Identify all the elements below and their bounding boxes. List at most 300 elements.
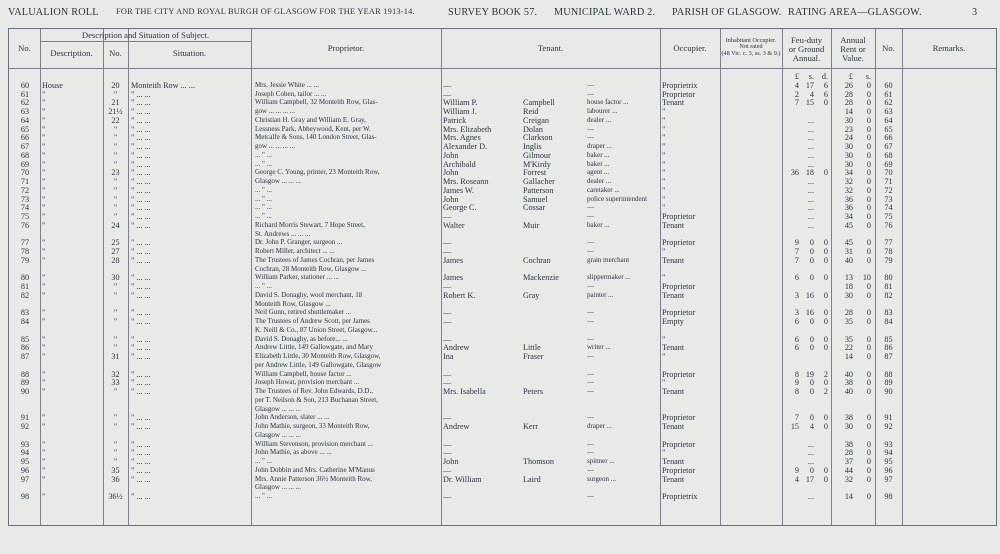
row-number: 66 [20, 133, 30, 143]
row-number: 60 [20, 80, 30, 90]
feu-pounds-cell: 15 [790, 422, 799, 431]
tenant-surname-cell: Patterson [523, 185, 554, 195]
col-header-tenant: Tenant. [537, 43, 564, 53]
feu-shillings-cell: 0 [809, 378, 814, 388]
tenant-occupation-cell: — [587, 282, 594, 290]
table-row [9, 98, 996, 107]
feu-pounds-cell: 6 [794, 334, 799, 344]
rent-shillings-cell: 0 [866, 422, 871, 431]
feu-line-3: Annual. [792, 53, 821, 63]
rent-shillings-cell: 0 [866, 185, 871, 195]
street-number-cell: " [113, 413, 118, 423]
proprietor-cell: Robert Miller, architect ... ... [255, 247, 335, 255]
tenant-surname-cell: Dolan [523, 124, 544, 134]
inhabitant-line-1: Inhabitant Occupier. [725, 37, 777, 44]
situation-cell: " ... ... [131, 133, 151, 143]
tenant-occupation-cell: — [587, 448, 594, 457]
description-cell: " [42, 343, 46, 353]
tenant-first-name-cell: Mrs. Agnes [443, 133, 481, 143]
proprietor-cell: Glasgow ... ... ... [255, 430, 301, 439]
col-header-remarks: Remarks. [932, 43, 966, 53]
description-cell: " [42, 159, 46, 169]
street-number-cell: 21 [111, 98, 120, 108]
col-header-situation: Situation. [172, 48, 207, 58]
rent-line-2: Rent or [840, 44, 866, 54]
proprietor-cell: Lessness Park, Abbeywood, Kent, per W. [255, 124, 371, 133]
rent-shillings-cell: 0 [866, 492, 871, 501]
situation-cell: " ... ... [131, 282, 151, 291]
row-number: 87 [20, 352, 30, 361]
street-number-cell: " [113, 282, 118, 291]
row-number-right: 82 [884, 290, 893, 300]
rent-pounds-cell: 30 [844, 159, 853, 169]
row-number-right: 85 [884, 334, 893, 344]
rent-pounds-cell: 38 [844, 439, 853, 449]
table-row [9, 492, 996, 501]
feu-shillings-cell: 0 [809, 334, 814, 344]
tenant-occupation-cell: — [587, 308, 594, 317]
description-cell: " [42, 282, 46, 291]
rent-shillings-cell: 0 [866, 98, 871, 108]
tenant-first-name-cell: — [443, 439, 452, 449]
row-number: 61 [20, 89, 30, 99]
row-number-right: 63 [884, 107, 893, 116]
description-cell: " [42, 150, 46, 160]
occupier-cell: Proprietor [662, 413, 696, 423]
row-number-right: 75 [884, 212, 893, 221]
tenant-occupation-cell: baker ... [587, 220, 610, 229]
row-number: 78 [20, 247, 30, 256]
rent-pounds-cell: 28 [844, 89, 853, 99]
col-header-annual-rent [831, 36, 875, 63]
situation-cell: " ... ... [131, 439, 151, 449]
proprietor-cell: The Trustees of Rev. John Edwards, D.D., [255, 387, 373, 395]
tenant-surname-cell: Fraser [523, 352, 544, 361]
feu-pounds-cell: 4 [794, 80, 799, 90]
tenant-surname-cell: Little [523, 343, 541, 353]
row-number-right: 93 [884, 439, 893, 449]
street-number-cell: " [113, 290, 118, 300]
row-number-right: 60 [884, 80, 893, 90]
occupier-cell: Tenant [662, 474, 685, 484]
street-number-cell: 27 [111, 247, 120, 256]
rent-pounds-cell: 35 [844, 317, 853, 326]
feu-line-2: or Ground [788, 44, 825, 54]
rent-shillings-cell: 0 [866, 439, 871, 449]
proprietor-cell: Mrs. Jessie White ... ... [255, 80, 319, 89]
row-number: 63 [20, 107, 30, 116]
col-header-occupier: Occupier. [673, 43, 707, 53]
occupier-cell: " [662, 115, 666, 125]
feu-pence-cell: 0 [823, 334, 828, 344]
feu-shillings-cell: 0 [809, 273, 814, 283]
row-number: 75 [20, 212, 30, 221]
tenant-occupation-cell: — [587, 124, 594, 133]
rent-pounds-cell: 30 [844, 422, 853, 431]
proprietor-cell: John Dobbin and Mrs. Catherine M'Manus [255, 465, 375, 474]
situation-cell: " ... ... [131, 334, 151, 344]
table-row [9, 300, 996, 309]
feu-shillings-cell: 0 [809, 247, 814, 256]
proprietor-cell: William Stevenson, provision merchant ... [255, 439, 373, 448]
proprietor-cell: The Trustees of James Cochran, per James [255, 255, 375, 264]
feu-shillings-cell: 19 [805, 369, 814, 379]
proprietor-cell: Andrew Little, 149 Gallowgate, and Mary [255, 343, 373, 352]
rent-shillings-cell: 0 [866, 387, 871, 396]
rent-pounds-cell: 26 [844, 80, 853, 90]
rent-shillings-cell: 0 [866, 107, 871, 116]
row-number-right: 84 [884, 317, 893, 326]
rent-shillings-cell: 0 [866, 220, 871, 230]
feu-pounds-cell: 6 [794, 273, 799, 283]
rent-pounds-cell: 44 [844, 465, 853, 475]
feu-shillings-cell: ... [807, 457, 814, 466]
description-cell: " [42, 422, 46, 431]
table-row [9, 378, 996, 387]
row-number: 96 [20, 465, 30, 475]
feu-pounds-cell: 8 [794, 369, 799, 379]
row-number: 64 [20, 115, 30, 125]
valuation-table [8, 28, 997, 526]
description-cell: " [42, 413, 46, 423]
feu-pence-cell: 2 [823, 369, 828, 379]
proprietor-cell: William Campbell, house factor ... [255, 369, 352, 378]
tenant-occupation-cell: — [587, 133, 594, 142]
row-number: 98 [20, 492, 30, 501]
row-number-right: 67 [884, 142, 893, 151]
rent-shillings-cell: 0 [866, 133, 871, 143]
table-row [9, 326, 996, 335]
row-number: 97 [20, 474, 30, 484]
table-row [9, 282, 996, 291]
street-number-cell: 23 [111, 168, 120, 178]
rent-shillings-cell: 0 [866, 124, 871, 134]
row-number-right: 88 [884, 369, 893, 379]
row-number: 82 [20, 290, 30, 300]
row-number: 86 [20, 343, 30, 353]
table-row [9, 107, 996, 116]
rent-shillings-cell: 0 [866, 308, 871, 318]
situation-cell: " ... ... [131, 115, 151, 125]
rent-pounds-cell: 45 [844, 238, 853, 248]
feu-pence-cell: 0 [823, 422, 828, 431]
table-row [9, 387, 996, 396]
proprietor-cell: Joseph Howat, provision merchant ... [255, 378, 360, 387]
description-cell: " [42, 142, 46, 151]
description-cell: " [42, 378, 46, 388]
row-number: 65 [20, 124, 30, 134]
row-number-right: 86 [884, 343, 893, 353]
tenant-surname-cell: M'Kirdy [523, 159, 551, 169]
table-row [9, 440, 996, 449]
situation-cell: " ... ... [131, 124, 151, 134]
table-row [9, 230, 996, 239]
table-row [9, 466, 996, 475]
proprietor-cell: ... " ... [255, 282, 272, 290]
situation-cell: " ... ... [131, 369, 151, 379]
row-number-right: 79 [884, 255, 893, 265]
rent-pounds-cell: 38 [844, 378, 853, 388]
rent-pounds-cell: 32 [844, 474, 853, 484]
occupier-cell: " [662, 177, 666, 186]
description-cell: " [42, 98, 46, 108]
rent-shillings-cell: 0 [866, 413, 871, 423]
table-row [9, 81, 996, 90]
feu-pence-cell: 2 [823, 387, 828, 396]
table-row [9, 212, 996, 221]
rent-shillings-cell: 0 [866, 89, 871, 99]
tenant-occupation-cell: draper ... [587, 142, 612, 150]
rent-pounds-cell: 32 [844, 177, 853, 186]
table-row [9, 317, 996, 326]
feu-shillings-cell: ... [807, 133, 814, 143]
feu-pounds-cell: 9 [794, 238, 799, 248]
situation-cell: " ... ... [131, 492, 151, 501]
street-number-cell: " [113, 185, 118, 195]
row-number-right: 66 [884, 133, 893, 143]
table-row [9, 405, 996, 414]
row-number: 77 [20, 238, 30, 248]
tenant-occupation-cell: — [587, 317, 594, 325]
proprietor-cell: ... " ... [255, 203, 272, 212]
description-cell: " [42, 194, 46, 204]
street-number-cell: " [113, 212, 118, 221]
tenant-surname-cell: Campbell [523, 98, 555, 108]
occupier-cell: Tenant [662, 98, 685, 108]
street-number-cell: " [113, 194, 118, 204]
tenant-first-name-cell: — [443, 334, 452, 344]
description-cell: " [42, 212, 46, 221]
row-number: 69 [20, 159, 30, 169]
feu-shillings-cell: 16 [805, 290, 814, 300]
proprietor-cell: Richard Morris Stewart, 7 Hope Street, [255, 220, 365, 229]
occupier-cell: Proprietor [662, 212, 696, 221]
tenant-first-name-cell: — [443, 317, 452, 326]
rent-shillings-cell: 0 [866, 282, 871, 291]
rent-pounds-cell: 38 [844, 413, 853, 423]
rent-pounds-cell: 45 [844, 220, 853, 230]
street-number-cell: " [113, 142, 118, 151]
tenant-surname-cell: Mackenzie [523, 273, 559, 283]
rent-shillings-cell: 0 [866, 369, 871, 379]
occupier-cell: Tenant [662, 290, 685, 300]
rent-pounds-cell: 28 [844, 448, 853, 458]
feu-pence-cell: 0 [823, 247, 828, 256]
rent-pounds-cell: 14 [844, 492, 853, 501]
rent-shillings-cell: 0 [866, 247, 871, 256]
row-number: 70 [20, 168, 30, 178]
rent-shillings-cell: 0 [866, 352, 871, 361]
description-cell: " [42, 317, 46, 326]
col-header-no: No. [18, 43, 31, 53]
situation-cell: " ... ... [131, 290, 151, 300]
occupier-cell: Proprietor [662, 282, 696, 291]
description-cell: " [42, 439, 46, 449]
row-number-right: 87 [884, 352, 893, 361]
row-number: 92 [20, 422, 30, 431]
street-number-cell: 28 [111, 255, 120, 265]
situation-cell: " ... ... [131, 273, 151, 283]
tenant-occupation-cell: painter ... [587, 290, 614, 299]
feu-shillings-cell: 16 [805, 308, 814, 318]
feu-shillings-cell: 0 [809, 343, 814, 353]
table-row [9, 177, 996, 186]
feu-pounds-cell: 36 [790, 168, 799, 178]
inhabitant-line-3: (48 Vic. c. 3, ss. 3 & 9.) [721, 49, 781, 57]
feu-shillings-cell: ... [807, 115, 814, 125]
occupier-cell: Proprietor [662, 465, 696, 475]
rent-shillings-cell: 0 [866, 255, 871, 265]
situation-cell: " ... ... [131, 343, 151, 353]
feu-pence-cell: 0 [823, 474, 828, 484]
description-cell: " [42, 133, 46, 143]
row-number: 71 [20, 177, 30, 186]
description-cell: " [42, 465, 46, 475]
feu-pence-cell: 0 [823, 378, 828, 388]
feu-shillings-cell: ... [807, 220, 814, 230]
tenant-first-name-cell: Robert K. [443, 290, 476, 300]
rent-shillings-cell: 0 [866, 203, 871, 213]
rent-pounds-cell: 31 [844, 247, 853, 256]
row-number-right: 72 [884, 185, 893, 195]
header-subtitle: FOR THE CITY AND ROYAL BURGH OF GLASGOW FOR THE YEAR 1913-14. [116, 7, 415, 16]
situation-cell: " ... ... [131, 107, 151, 116]
row-number: 89 [20, 378, 30, 388]
table-row [9, 116, 996, 125]
proprietor-cell: ... " ... [255, 159, 272, 168]
description-cell: " [42, 457, 46, 466]
tenant-occupation-cell: — [587, 238, 594, 247]
tenant-first-name-cell: — [443, 308, 452, 318]
row-number-right: 64 [884, 115, 893, 125]
header-bottom-rule [9, 68, 996, 69]
feu-pence-cell: 6 [823, 80, 828, 90]
tenant-surname-cell: Cossar [523, 203, 546, 213]
tenant-occupation-cell: writer ... [587, 343, 611, 352]
col-header-inhabitant [720, 38, 782, 57]
tenant-first-name-cell: Dr. William [443, 474, 482, 484]
tenant-occupation-cell: house factor ... [587, 98, 629, 107]
row-number: 90 [20, 387, 30, 396]
feu-shillings-cell: ... [807, 212, 814, 221]
proprietor-cell: Neil Gunn, retired shuttlemaker ... [255, 308, 352, 317]
tenant-first-name-cell: — [443, 89, 452, 99]
rent-pounds-cell: 40 [844, 369, 853, 379]
situation-cell: " ... ... [131, 387, 151, 396]
tenant-first-name-cell: — [443, 465, 452, 475]
proprietor-cell: gow ... ... ... ... [255, 107, 296, 115]
feu-pounds-cell: £ [794, 72, 799, 81]
feu-shillings-cell: ... [807, 159, 814, 169]
proprietor-cell: Monteith Row, Glasgow ... [255, 299, 331, 308]
tenant-occupation-cell: dealer ... [587, 115, 612, 124]
feu-shillings-cell: 18 [805, 168, 814, 178]
street-number-cell: 24 [111, 220, 120, 230]
situation-cell: " ... ... [131, 98, 151, 108]
row-number: 79 [20, 255, 30, 265]
tenant-surname-cell: Thomson [523, 457, 554, 466]
rent-shillings-cell: 0 [866, 194, 871, 204]
table-row [9, 422, 996, 431]
street-number-cell: " [113, 457, 118, 466]
feu-shillings-cell: ... [807, 194, 814, 204]
street-number-cell: 35 [111, 465, 120, 475]
tenant-occupation-cell: caretaker ... [587, 185, 620, 194]
tenant-first-name-cell: — [443, 212, 452, 221]
proprietor-cell: ... " ... [255, 185, 272, 194]
table-row [9, 448, 996, 457]
proprietor-cell: K. Neill & Co., 87 Union Street, Glasgow... [255, 325, 378, 334]
table-row [9, 203, 996, 212]
description-cell: " [42, 220, 46, 230]
feu-pounds-cell: 7 [794, 98, 799, 108]
description-cell: " [42, 115, 46, 125]
description-cell: " [42, 334, 46, 344]
table-row [9, 308, 996, 317]
description-cell: " [42, 247, 46, 256]
tenant-surname-cell: Gilmour [523, 150, 551, 160]
rent-shillings-cell: 0 [866, 457, 871, 466]
table-row [9, 370, 996, 379]
rent-pounds-cell: 24 [844, 133, 853, 143]
feu-shillings-cell: 4 [809, 89, 814, 99]
row-number-right: 91 [884, 413, 893, 423]
occupier-cell: Proprietor [662, 308, 696, 318]
occupier-cell: " [662, 273, 666, 283]
feu-shillings-cell: ... [807, 439, 814, 449]
rent-pounds-cell: 18 [844, 282, 853, 291]
occupier-cell: Tenant [662, 387, 685, 396]
feu-pence-cell: 0 [823, 273, 828, 283]
tenant-first-name-cell: — [443, 492, 452, 501]
tenant-first-name-cell: William P. [443, 98, 478, 108]
tenant-surname-cell: Samuel [523, 194, 548, 204]
description-cell: House [42, 80, 63, 90]
rent-pounds-cell: 40 [844, 255, 853, 265]
street-number-cell: 36½ [108, 492, 123, 501]
rent-line-3: Value. [842, 53, 864, 63]
street-number-cell: " [113, 159, 118, 169]
tenant-surname-cell: Creigan [523, 115, 549, 125]
tenant-occupation-cell: — [587, 334, 594, 343]
tenant-first-name-cell: — [443, 282, 452, 291]
situation-cell: " ... ... [131, 168, 151, 178]
occupier-cell: Proprietor [662, 238, 696, 248]
tenant-surname-cell: Muir [523, 220, 540, 230]
feu-pence-cell: 0 [823, 255, 828, 265]
situation-cell: " ... ... [131, 474, 151, 484]
table-row [9, 247, 996, 256]
proprietor-cell: William Campbell, 32 Monteith Row, Glas- [255, 98, 378, 107]
occupier-cell: " [662, 247, 666, 256]
feu-pounds-cell: 4 [794, 474, 799, 484]
situation-cell: " ... ... [131, 89, 151, 99]
rent-pounds-cell: 36 [844, 203, 853, 213]
proprietor-cell: ... " ... [255, 457, 272, 465]
occupier-cell: Tenant [662, 220, 685, 230]
proprietor-cell: ... " ... [255, 492, 272, 500]
situation-cell: " ... ... [131, 465, 151, 475]
row-number-right: 70 [884, 168, 893, 178]
rent-shillings-cell: 0 [866, 177, 871, 186]
tenant-first-name-cell: Andrew [443, 422, 470, 431]
situation-cell: " ... ... [131, 308, 151, 318]
row-number: 93 [20, 439, 30, 449]
table-row [9, 133, 996, 142]
table-row [9, 168, 996, 177]
feu-pounds-cell: 8 [794, 387, 799, 396]
col-header-no-3: No. [882, 43, 895, 53]
